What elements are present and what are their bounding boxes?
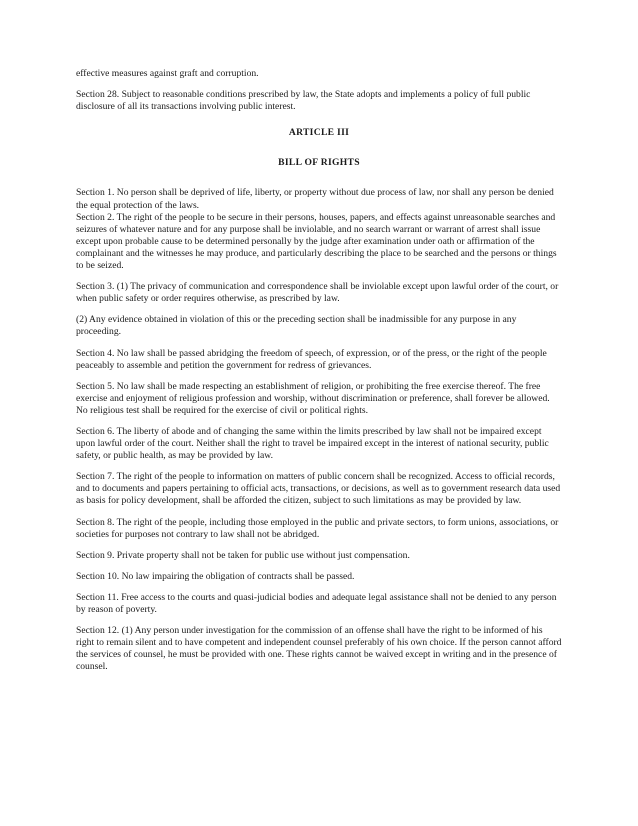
section-1-paragraph: Section 1. No person shall be deprived of life, liberty, or property without due process of law, nor shall any person be denied the equal protection of the laws. [76,187,554,211]
section-5-paragraph: Section 5. No law shall be made respecting an establishment of religion, or prohibiting the free exercise thereof. The free exercise and enjoyment of religious profession and worship, without discrimination or preference, shall forever be allowed. No religious test shall be required for the exercise of civil or political rights. [76,380,550,416]
article-subtitle: BILL OF RIGHTS [278,157,360,169]
intro-paragraph-1: effective measures against graft and corruption. [76,68,259,79]
section-3-2-paragraph: (2) Any evidence obtained in violation of this or the preceding section shall be inadmissible for any purpose in any proceeding. [76,314,517,338]
section-11-paragraph: Section 11. Free access to the courts and quasi-judicial bodies and adequate legal assistance shall not be denied to any person by reason of poverty. [76,591,557,615]
section-6-paragraph: Section 6. The liberty of abode and of changing the same within the limits prescribed by law shall not be impaired except upon lawful order of the court. Neither shall the right to travel be impaired except in the interest of national security, public safety, or public health, as may be provided by law. [76,425,549,462]
section-7-paragraph: Section 7. The right of the people to information on matters of public concern shall be recognized. Access to official records, and to documents and papers pertaining to official acts, transactions, or decisions, as well as to government research data used as basis for policy development, shall be afforded the citizen, subject to such limitations as may be provided by law. [76,471,561,507]
article-title: ARTICLE III [288,127,350,139]
document-page [76,68,562,682]
section-2-paragraph: Section 2. The right of the people to be secure in their persons, houses, papers, and effects against unreasonable searches and seizures of whatever nature and for any purpose shall be inviolable, and no search warrant or warrant of arrest shall issue except upon probable cause to be determined personally by the judge after examination under oath or affirmation of the complainant and the witnesses he may produce, and particularly describing the place to be searched and the persons or things to be seized. [76,211,557,272]
section-28-paragraph: Section 28. Subject to reasonable conditions prescribed by law, the State adopts and implements a policy of full public disclosure of all its transactions involving public interest. [76,89,531,113]
section-10-paragraph: Section 10. No law impairing the obligation of contracts shall be passed. [76,570,355,582]
section-8-paragraph: Section 8. The right of the people, including those employed in the public and private sectors, to form unions, associations, or societies for purposes not contrary to law shall not be abridged. [76,516,559,540]
section-12-paragraph: Section 12. (1) Any person under investigation for the commission of an offense shall have the right to be informed of his right to remain silent and to have competent and independent counsel preferably of his own choice. If the person cannot afford the services of counsel, he must be provided with one. These rights cannot be waived except in writing and in the presence of counsel. [76,625,562,673]
section-9-paragraph: Section 9. Private property shall not be taken for public use without just compensation. [76,549,410,561]
section-4-paragraph: Section 4. No law shall be passed abridging the freedom of speech, of expression, or of the press, or the right of the people peaceably to assemble and petition the government for redress of grievances. [76,347,547,371]
section-3-paragraph: Section 3. (1) The privacy of communication and correspondence shall be inviolable except upon lawful order of the court, or when public safety or order requires otherwise, as prescribed by law. [76,281,559,305]
